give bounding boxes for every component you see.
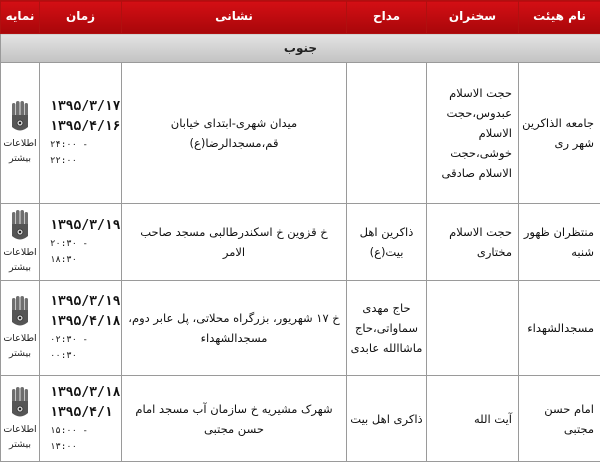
cell-speaker: حجت الاسلام عبدوس،حجت الاسلام خوشی،حجت الاسلام صادقی: [427, 63, 519, 204]
date-end: ۱۳۹۵/۴/۱۶: [50, 119, 121, 134]
cell-address: خ قزوین خ اسکندرطالبی مسجد صاحب الامر: [122, 204, 347, 281]
region-row: [1, 34, 600, 63]
cell-more: [1, 281, 40, 376]
header-speaker: سخنران: [427, 1, 519, 34]
cell-eulogist: ذاکری اهل بیت: [347, 376, 427, 462]
table-row: [1, 204, 600, 281]
hamsa-hand-icon: [10, 100, 30, 136]
more-label-line1: اطلاعات: [3, 138, 37, 149]
more-label-line2: بیشتر: [8, 153, 32, 164]
cell-address: میدان شهری-ابتدای خیابان قم،مسجدالرضا(ع): [122, 63, 347, 204]
cell-address: شهرک مشیریه خ سازمان آب مسجد امام حسن مجتبی: [122, 376, 347, 462]
cell-speaker: آیت الله: [427, 376, 519, 462]
date-start: ۱۳۹۵/۳/۱۹: [50, 218, 121, 233]
header-eulogist: مداح: [347, 1, 427, 34]
table-row: [1, 63, 600, 204]
header-time: زمان: [40, 1, 122, 34]
date-end: ۱۳۹۵/۴/۱: [50, 404, 113, 420]
header-address: نشانی: [122, 1, 347, 34]
header-row: [1, 1, 600, 34]
cell-name: امام حسن مجتبی: [519, 376, 600, 462]
hours: ۲۴:۰۰ - ۲۲:۰۰: [50, 140, 88, 166]
table-row: [1, 376, 600, 462]
cell-speaker: [427, 281, 519, 376]
cell-name: مسجدالشهداء: [519, 281, 600, 376]
cell-speaker: حجت الاسلام مختاری: [427, 204, 519, 281]
hamsa-hand-icon: [10, 209, 30, 245]
cell-address: خ ۱۷ شهریور، بزرگراه محلاتی، پل عابر دوم، مسجدالشهداء: [122, 281, 347, 376]
cell-eulogist: [347, 63, 427, 204]
date-start: ۱۳۹۵/۳/۱۹: [50, 294, 121, 309]
cell-more: [1, 63, 40, 204]
date-start: ۱۳۹۵/۳/۱۸: [50, 384, 121, 400]
cell-eulogist: ذاکرین اهل بیت(ع): [347, 204, 427, 281]
header-more: نمایه: [1, 1, 40, 34]
hours: ۱۵:۰۰ - ۱۳:۰۰: [50, 425, 88, 452]
cell-name: منتظران ظهور شنبه: [519, 204, 600, 281]
more-info-link[interactable]: [3, 386, 37, 452]
cell-name: جامعه الذاکرین شهر ری: [519, 63, 600, 204]
date-start: ۱۳۹۵/۳/۱۷: [50, 99, 121, 114]
more-label-line1: اطلاعات: [3, 333, 37, 344]
date-end: ۱۳۹۵/۴/۱۸: [50, 314, 121, 329]
cell-more: [1, 204, 40, 281]
more-info-link[interactable]: [3, 295, 37, 361]
hours: ۲۰:۳۰ - ۱۸:۳۰: [50, 239, 88, 265]
cell-time: [40, 376, 122, 462]
cell-time: [40, 63, 122, 204]
more-label-line2: بیشتر: [8, 262, 32, 273]
table-row: [1, 281, 600, 376]
more-label-line1: اطلاعات: [3, 247, 37, 258]
more-label-line2: بیشتر: [8, 348, 32, 359]
cell-eulogist: حاج مهدی سماواتی،حاج ماشاالله عابدی: [347, 281, 427, 376]
cell-more: [1, 376, 40, 462]
more-label-line1: اطلاعات: [3, 423, 37, 435]
cell-time: [40, 281, 122, 376]
hamsa-hand-icon: [10, 386, 30, 422]
hours: ۰۲:۳۰ - ۰۰:۳۰: [50, 335, 88, 361]
more-info-link[interactable]: [3, 209, 37, 275]
more-label-line2: بیشتر: [8, 438, 32, 450]
hamsa-hand-icon: [10, 295, 30, 331]
header-name: نام هیئت: [519, 1, 600, 34]
more-info-link[interactable]: [3, 100, 37, 166]
region-label: جنوب: [1, 34, 600, 63]
cell-time: [40, 204, 122, 281]
